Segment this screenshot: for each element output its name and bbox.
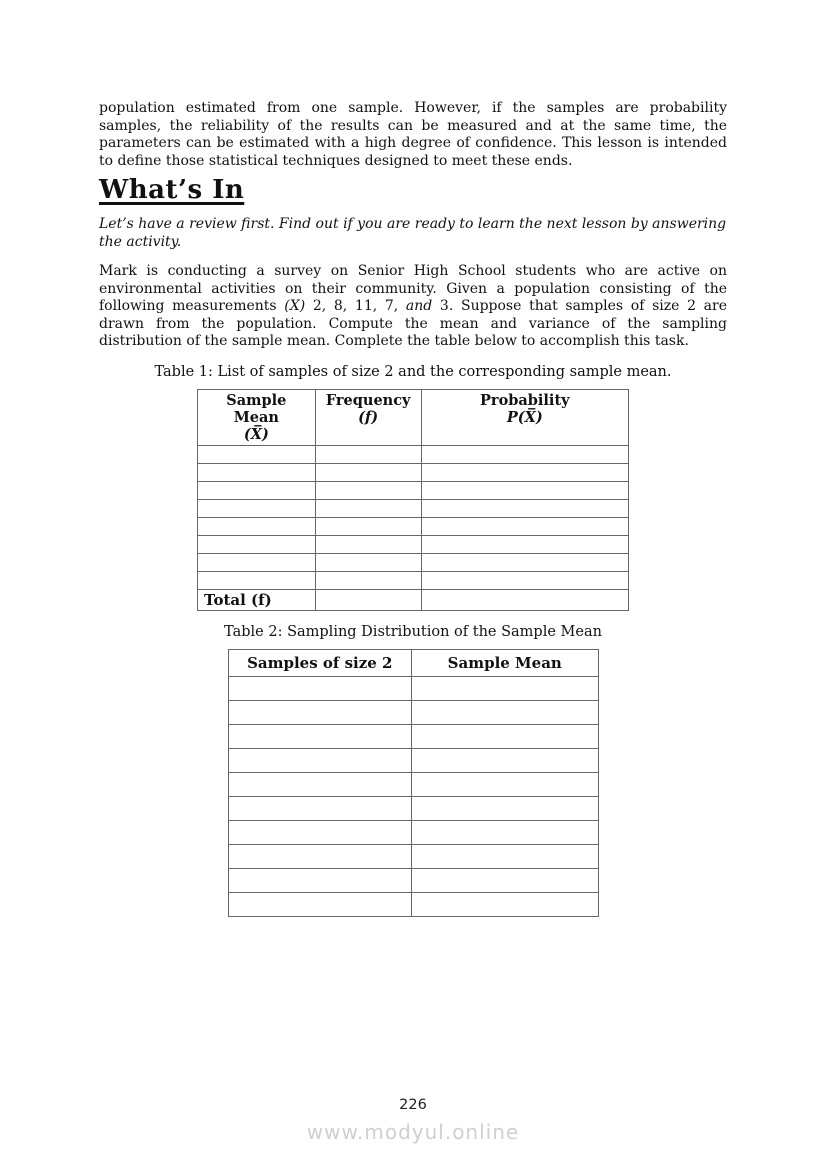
table-row xyxy=(198,571,629,589)
table1-header-sample-mean-title: Sample Mean xyxy=(226,391,287,426)
table2-caption: Table 2: Sampling Distribution of the Sample Mean xyxy=(224,623,602,640)
table2-body xyxy=(228,676,598,916)
table-row xyxy=(198,481,629,499)
table-row xyxy=(228,892,598,916)
empty-fill-in-cell[interactable] xyxy=(228,748,412,772)
empty-fill-in-cell[interactable] xyxy=(228,676,412,700)
table-row xyxy=(228,820,598,844)
table1-header-probability xyxy=(421,389,628,445)
empty-fill-in-cell[interactable] xyxy=(315,571,421,589)
top-paragraph: population estimated from one sample. However, if the samples are probability samples, the reliability of the results can be measured and at the same time, the parameters can be estimated with a high degree of confidence. This lesson is intended to define those statistical techniques designed to meet these ends. xyxy=(99,100,727,169)
table1-total-row xyxy=(198,589,629,610)
table1-total-probability-cell[interactable] xyxy=(421,589,628,610)
empty-fill-in-cell[interactable] xyxy=(315,499,421,517)
empty-fill-in-cell[interactable] xyxy=(412,748,598,772)
empty-fill-in-cell[interactable] xyxy=(421,445,628,463)
empty-fill-in-cell[interactable] xyxy=(228,868,412,892)
empty-fill-in-cell[interactable] xyxy=(412,700,598,724)
empty-fill-in-cell[interactable] xyxy=(198,499,316,517)
empty-fill-in-cell[interactable] xyxy=(228,700,412,724)
table1-header-probability-symbol: P(X̅) xyxy=(506,408,543,426)
empty-fill-in-cell[interactable] xyxy=(412,724,598,748)
empty-fill-in-cell[interactable] xyxy=(315,535,421,553)
table1-total-frequency-cell[interactable] xyxy=(315,589,421,610)
empty-fill-in-cell[interactable] xyxy=(198,481,316,499)
empty-fill-in-cell[interactable] xyxy=(315,445,421,463)
section-heading: What’s In xyxy=(99,175,245,205)
table-row xyxy=(228,724,598,748)
empty-fill-in-cell[interactable] xyxy=(198,463,316,481)
empty-fill-in-cell[interactable] xyxy=(412,772,598,796)
empty-fill-in-cell[interactable] xyxy=(412,868,598,892)
table2-header-sample-mean: Sample Mean xyxy=(412,649,598,676)
empty-fill-in-cell[interactable] xyxy=(315,517,421,535)
table-row xyxy=(198,517,629,535)
empty-fill-in-cell[interactable] xyxy=(421,535,628,553)
table1-body xyxy=(198,445,629,589)
empty-fill-in-cell[interactable] xyxy=(315,481,421,499)
table1-caption: Table 1: List of samples of size 2 and the corresponding sample mean. xyxy=(154,363,672,380)
empty-fill-in-cell[interactable] xyxy=(198,445,316,463)
problem-text-lead: Mark is conducting a survey on Senior High School students who are active on environmental activities on their community. Given a population consisting of the following measurements xyxy=(99,263,727,314)
empty-fill-in-cell[interactable] xyxy=(421,517,628,535)
table2-header-row xyxy=(228,649,598,676)
empty-fill-in-cell[interactable] xyxy=(198,535,316,553)
table-row xyxy=(228,868,598,892)
empty-fill-in-cell[interactable] xyxy=(198,571,316,589)
table1-header-frequency-title: Frequency xyxy=(325,391,411,409)
table1-header-row xyxy=(198,389,629,445)
empty-fill-in-cell[interactable] xyxy=(421,481,628,499)
empty-fill-in-cell[interactable] xyxy=(412,676,598,700)
table1-header-probability-title: Probability xyxy=(480,391,570,409)
empty-fill-in-cell[interactable] xyxy=(421,571,628,589)
page-number: 226 xyxy=(399,1097,427,1113)
empty-fill-in-cell[interactable] xyxy=(228,772,412,796)
empty-fill-in-cell[interactable] xyxy=(228,796,412,820)
table-row xyxy=(198,499,629,517)
table1-header-frequency xyxy=(315,389,421,445)
watermark-text: www.modyul.online xyxy=(306,1120,520,1144)
math-variable-x: (X) xyxy=(284,298,306,314)
empty-fill-in-cell[interactable] xyxy=(198,517,316,535)
table2-header-samples: Samples of size 2 xyxy=(228,649,412,676)
document-content xyxy=(99,100,727,917)
table-row xyxy=(228,676,598,700)
table1-header-sample-mean xyxy=(198,389,316,445)
empty-fill-in-cell[interactable] xyxy=(421,553,628,571)
empty-fill-in-cell[interactable] xyxy=(421,463,628,481)
intro-paragraph: Let’s have a review first. Find out if you are ready to learn the next lesson by answering the activity. xyxy=(99,216,727,250)
math-word-and: and xyxy=(405,298,433,314)
table2-sampling-distribution xyxy=(228,649,599,917)
empty-fill-in-cell[interactable] xyxy=(315,553,421,571)
empty-fill-in-cell[interactable] xyxy=(412,820,598,844)
table-row xyxy=(198,463,629,481)
table-row xyxy=(228,700,598,724)
problem-values-tail: 3 xyxy=(432,298,449,314)
table-row xyxy=(228,748,598,772)
empty-fill-in-cell[interactable] xyxy=(412,844,598,868)
table-row xyxy=(228,844,598,868)
problem-paragraph xyxy=(99,263,727,351)
problem-text-rest: . Suppose that samples of size 2 are drawn from the population. Compute the mean and variance of the sampling distribution of the sample mean. Complete the table below to accomplish this task. xyxy=(99,298,727,349)
empty-fill-in-cell[interactable] xyxy=(421,499,628,517)
empty-fill-in-cell[interactable] xyxy=(412,796,598,820)
empty-fill-in-cell[interactable] xyxy=(412,892,598,916)
empty-fill-in-cell[interactable] xyxy=(315,463,421,481)
table1-samples-frequency-probability xyxy=(197,389,629,611)
table-row xyxy=(228,772,598,796)
table1-header-frequency-symbol: (f) xyxy=(358,408,379,426)
table-row xyxy=(198,445,629,463)
empty-fill-in-cell[interactable] xyxy=(198,553,316,571)
empty-fill-in-cell[interactable] xyxy=(228,892,412,916)
table-row xyxy=(228,796,598,820)
table1-header-sample-mean-symbol: (X̅) xyxy=(243,425,269,443)
problem-values: 2, 8, 11, 7, xyxy=(305,298,406,314)
empty-fill-in-cell[interactable] xyxy=(228,844,412,868)
empty-fill-in-cell[interactable] xyxy=(228,820,412,844)
table1-total-label: Total (f) xyxy=(198,589,316,610)
table-row xyxy=(198,535,629,553)
table-row xyxy=(198,553,629,571)
empty-fill-in-cell[interactable] xyxy=(228,724,412,748)
